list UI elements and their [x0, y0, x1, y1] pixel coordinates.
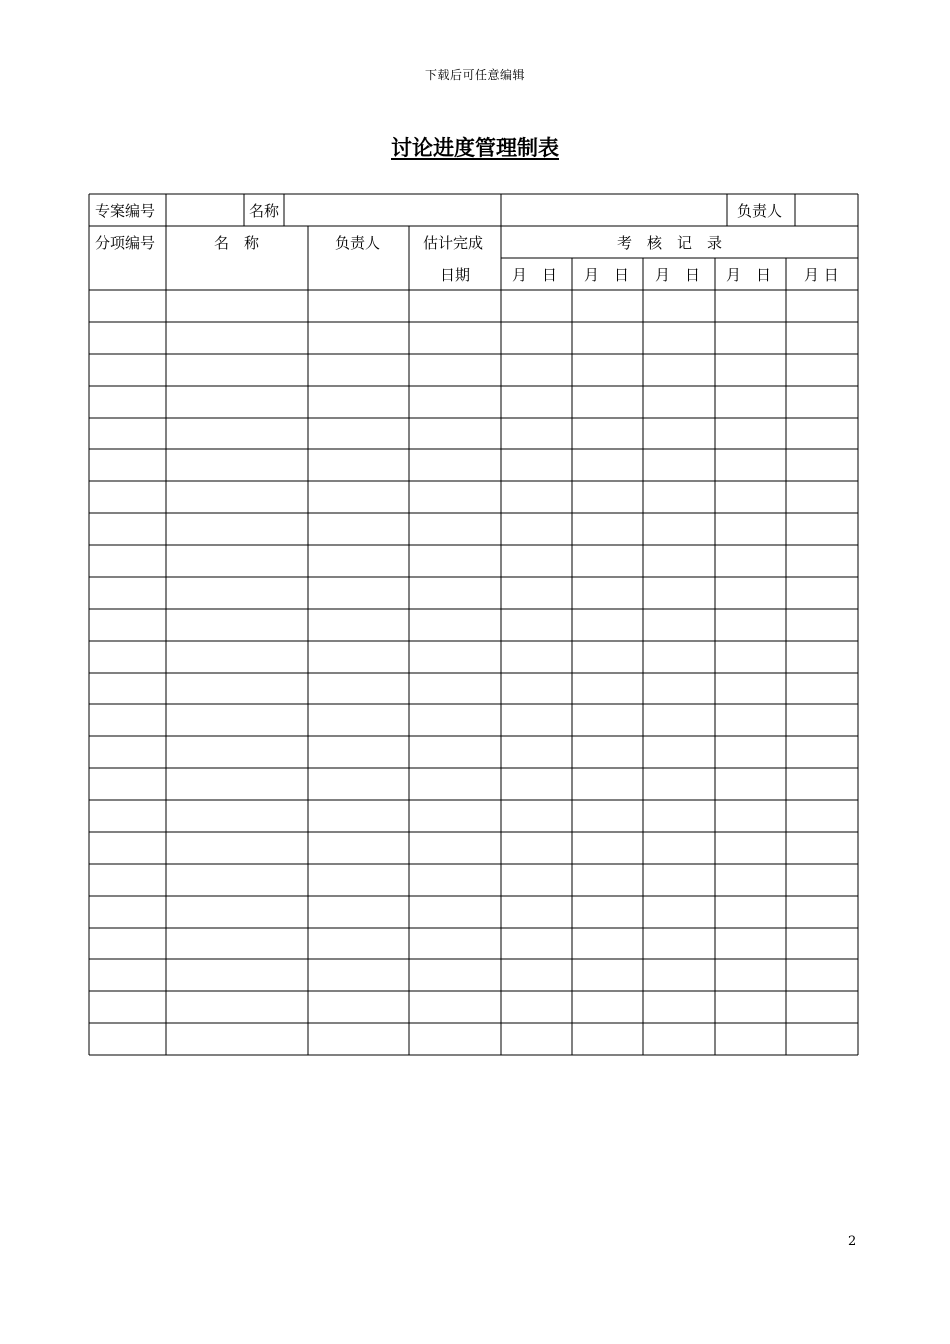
name-field[interactable] [288, 196, 498, 224]
page-number: 2 [848, 1234, 857, 1249]
name-label: 名称 [249, 202, 280, 220]
col-sub-no: 分项编号 [95, 234, 156, 252]
table-rows [89, 322, 858, 1023]
project-no-field[interactable] [170, 196, 242, 224]
project-no-label: 专案编号 [95, 202, 156, 220]
header-note: 下载后可任意编辑 [424, 68, 525, 82]
col-est-date: 日期 [440, 266, 471, 284]
col-name: 名 称 [214, 234, 260, 252]
col-est-done: 估计完成 [423, 234, 484, 252]
date-col-2: 月 日 [584, 266, 630, 284]
owner-label: 负责人 [737, 202, 783, 220]
date-col-3: 月 日 [655, 266, 701, 284]
date-col-4: 月 日 [726, 266, 772, 284]
date-col-5: 月 日 [804, 266, 839, 284]
owner-field[interactable] [798, 196, 855, 224]
col-review: 考 核 记 录 [617, 234, 723, 252]
col-owner: 负责人 [335, 234, 381, 252]
page-title: 讨论进度管理制表 [391, 136, 559, 160]
date-col-1: 月 日 [512, 266, 558, 284]
